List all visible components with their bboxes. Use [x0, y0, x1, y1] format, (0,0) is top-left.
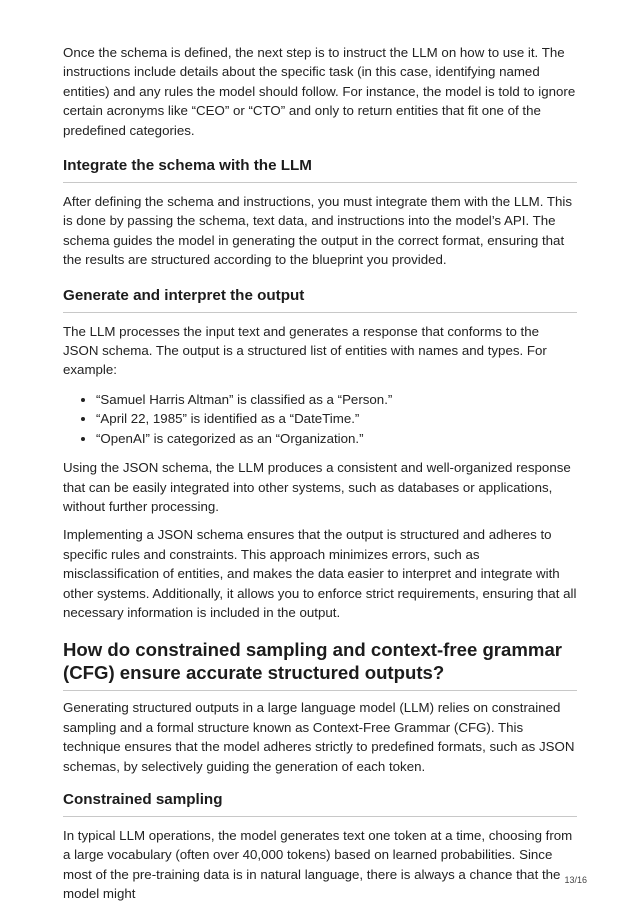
heading-constrained-sampling: Constrained sampling: [63, 790, 577, 817]
heading-constrained-sampling-cfg: How do constrained sampling and context-free grammar (CFG) ensure accurate structured outputs?: [63, 638, 577, 691]
intro-paragraph: Once the schema is defined, the next step is to instruct the LLM on how to use it. The instructions include details about the specific task (in this case, identifying named entities) and any rules the model should follow. For instance, the model is told to ignore certain acronyms like “CEO” or “CTO” and only to return entities that fit one of the predefined categories.: [63, 45, 576, 138]
entity-example-list: [63, 390, 577, 448]
paragraph-json-benefits: Implementing a JSON schema ensures that the output is structured and adheres to specific rules and constraints. This approach minimizes errors, such as misclassification of entities, and makes the data easier to interpret and integrate with other systems. Additionally, it allows you to enforce strict requirements, ensuring that all necessary information is included in the output.: [63, 527, 577, 620]
list-item: • “OpenAI” is categorized as an “Organization.”: [96, 429, 577, 448]
paragraph-constrained-sampling: In typical LLM operations, the model generates text one token at a time, choosing from a large vocabulary (often over 40,000 tokens) based on learned probabilities. Since most of the pre-training data is in natural language, there is always a chance that the model might: [63, 827, 573, 902]
page-number: 13/16: [564, 875, 587, 885]
paragraph-integrate-schema: After defining the schema and instructions, you must integrate them with the LLM. This is done by passing the schema, text data, and instructions into the model’s API. The schema guides the model in generating the output in the correct format, ensuring that the results are structured according to the blueprint you provided.: [63, 194, 572, 268]
list-item: • “April 22, 1985” is identified as a “DateTime.”: [96, 409, 577, 428]
paragraph-json-consistency: Using the JSON schema, the LLM produces a consistent and well-organized response that can be easily integrated into other systems, such as databases or applications, without further processing.: [63, 460, 571, 514]
heading-generate-output: Generate and interpret the output: [63, 286, 577, 313]
document-page: [63, 43, 577, 904]
paragraph-generate-output: The LLM processes the input text and generates a response that conforms to the JSON schema. The output is a structured list of entities with names and types. For example:: [63, 323, 547, 378]
heading-integrate-schema: Integrate the schema with the LLM: [63, 156, 577, 183]
paragraph-cfg-intro: Generating structured outputs in a large language model (LLM) relies on constrained sampling and a formal structure known as Context-Free Grammar (CFG). This technique ensures that the model adheres strictly to predefined formats, such as JSON schemas, by selectively guiding the generation of each token.: [63, 700, 575, 774]
list-item: • “Samuel Harris Altman” is classified as a “Person.”: [96, 390, 577, 409]
